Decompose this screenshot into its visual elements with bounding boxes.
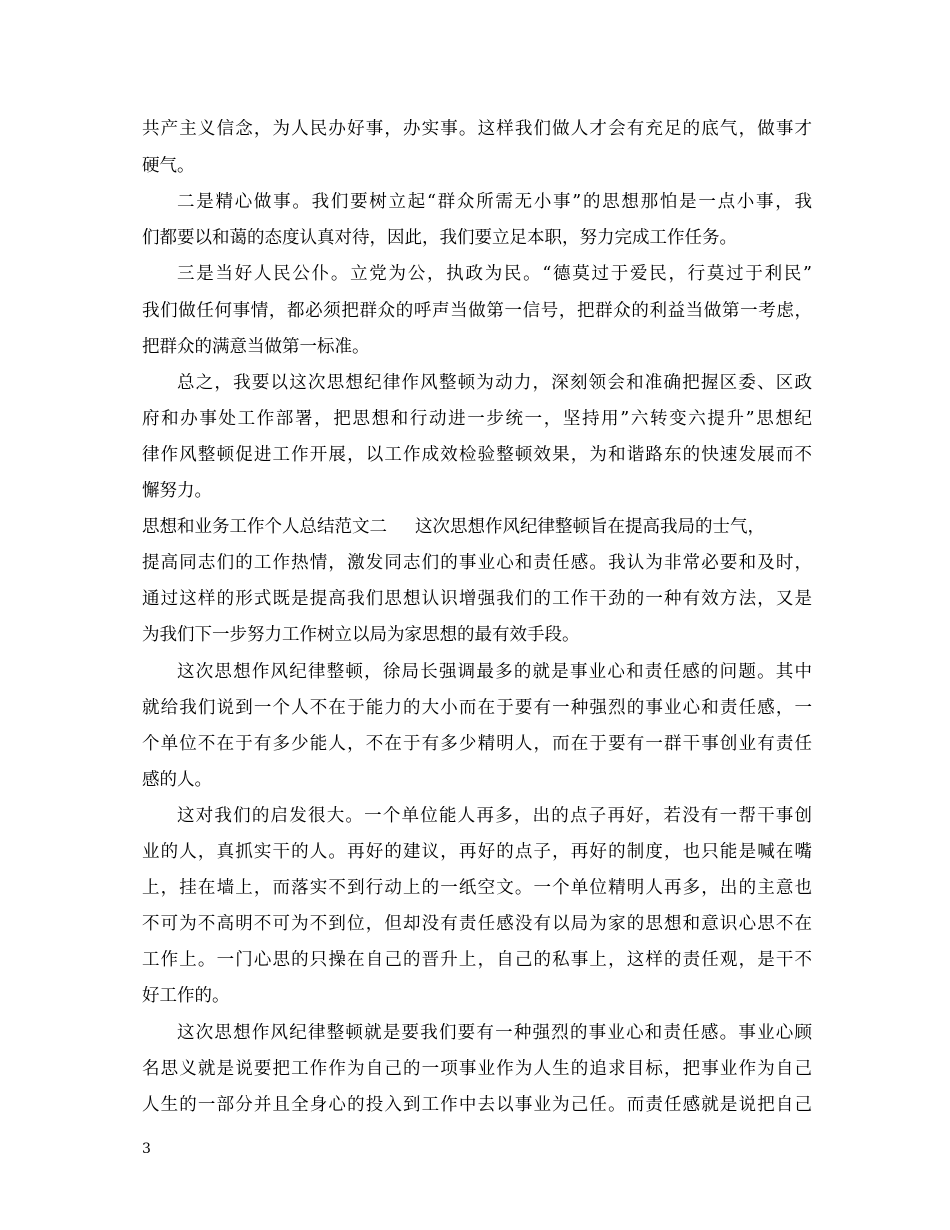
text-line: 把群众的满意当做第一标准。: [142, 337, 370, 357]
text-line: 不可为不高明不可为不到位，但却没有责任感没有以局为家的思想和意识心思不在: [142, 914, 812, 934]
text-line: 名思义就是说要把工作作为自己的一项事业作为人生的追求目标，把事业作为自己: [142, 1059, 812, 1079]
text-line: 懈努力。: [142, 481, 212, 501]
text-line: 好工作的。: [142, 986, 230, 1006]
text-line: 这次思想作风纪律整顿，徐局长强调最多的就是事业心和责任感的问题。其中: [177, 662, 812, 682]
text-line: 总之，我要以这次思想纪律作风整顿为动力，深刻领会和准确把握区委、区政: [177, 373, 812, 393]
text-line: 们都要以和蔼的态度认真对待，因此，我们要立足本职，努力完成工作任务。: [142, 228, 737, 248]
text-line: 这对我们的启发很大。一个单位能人再多，出的点子再好，若没有一帮干事创: [177, 806, 812, 826]
text-line: 共产主义信念，为人民办好事，办实事。这样我们做人才会有充足的底气，做事才: [142, 119, 812, 139]
text-line: 就给我们说到一个人不在于能力的大小而在于要有一种强烈的事业心和责任感，一: [142, 698, 812, 718]
page-number: 3: [142, 1141, 151, 1157]
text-line: 律作风整顿促进工作开展，以工作成效检验整顿效果，为和谐路东的快速发展而不: [142, 445, 812, 465]
text-line: 感的人。: [142, 770, 212, 790]
text-line: 提高同志们的工作热情，激发同志们的事业心和责任感。我认为非常必要和及时，: [142, 553, 812, 573]
text-line: 个单位不在于有多少能人，不在于有多少精明人，而在于要有一群干事创业有责任: [142, 734, 812, 754]
text-line: 二是精心做事。我们要树立起“群众所需无小事”的思想那怕是一点小事，我: [177, 192, 812, 212]
section-heading-line: [142, 517, 812, 537]
text-line: 这次思想作风纪律整顿旨在提高我局的士气，: [415, 517, 765, 537]
text-line: 为我们下一步努力工作树立以局为家思想的最有效手段。: [142, 625, 580, 645]
text-line: 工作上。一门心思的只操在自己的晋升上，自己的私事上，这样的责任观，是干不: [142, 950, 812, 970]
text-line: 我们做任何事情，都必须把群众的呼声当做第一信号，把群众的利益当做第一考虑，: [142, 301, 812, 321]
text-line: 这次思想作风纪律整顿就是要我们要有一种强烈的事业心和责任感。事业心顾: [177, 1023, 812, 1043]
section-heading: 思想和业务工作个人总结范文二: [142, 517, 387, 537]
text-line: 三是当好人民公仆。立党为公，执政为民。“德莫过于爱民，行莫过于利民”: [177, 264, 812, 284]
text-line: 通过这样的形式既是提高我们思想认识增强我们的工作干劲的一种有效方法，又是: [142, 589, 812, 609]
text-line: 府和办事处工作部署，把思想和行动进一步统一，坚持用”六转变六提升”思想纪: [142, 409, 812, 429]
text-line: 业的人，真抓实干的人。再好的建议，再好的点子，再好的制度，也只能是喊在嘴: [142, 842, 812, 862]
text-line: 硬气。: [142, 156, 195, 176]
text-line: 人生的一部分并且全身心的投入到工作中去以事业为己任。而责任感就是说把自己: [142, 1095, 812, 1115]
text-line: 上，挂在墙上，而落实不到行动上的一纸空文。一个单位精明人再多，出的主意也: [142, 878, 812, 898]
